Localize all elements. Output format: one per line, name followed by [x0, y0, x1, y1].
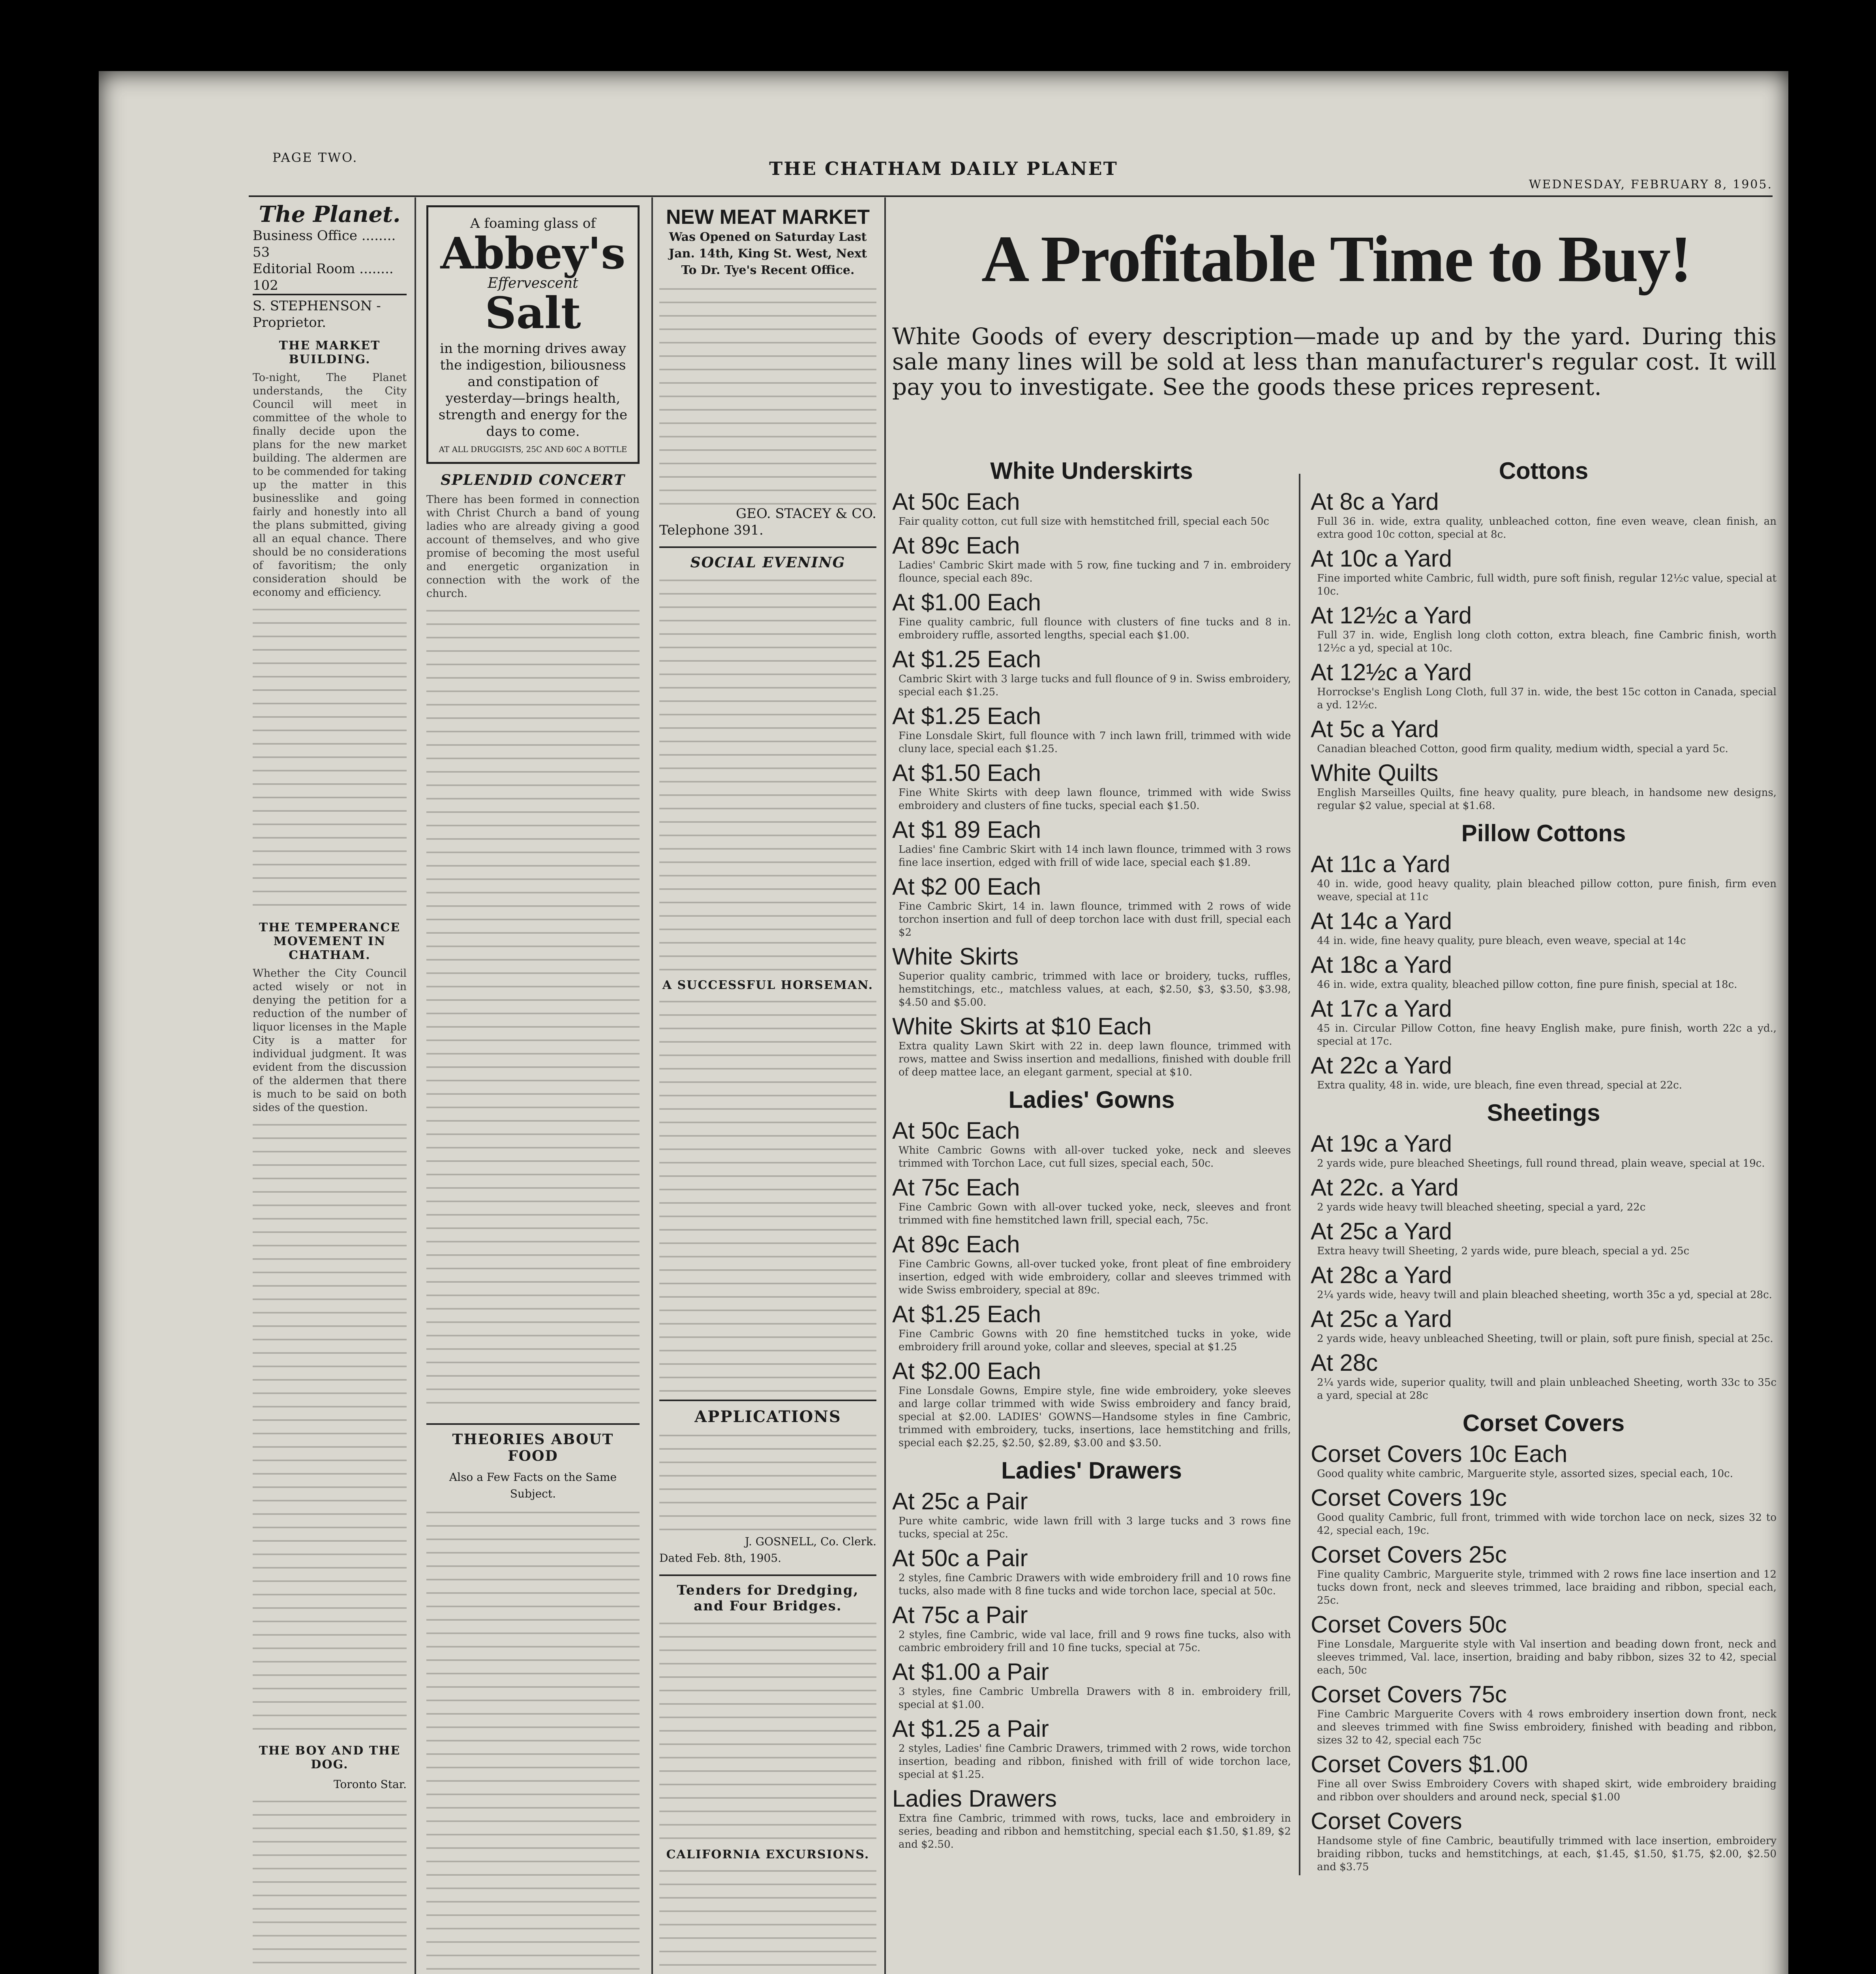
- temperance-heading: THE TEMPERANCE MOVEMENT IN CHATHAM.: [259, 921, 401, 962]
- item-price: At 50c Each: [892, 1117, 1020, 1144]
- item-description: Canadian bleached Cotton, good firm quality, medium width, special a yard 5c.: [1317, 743, 1728, 755]
- section-heading: White Underskirts: [990, 458, 1193, 484]
- social-heading: SOCIAL EVENING: [659, 546, 876, 571]
- item-price: At $1.00 a Pair: [892, 1659, 1049, 1685]
- item-price: Corset Covers 25c: [1311, 1541, 1507, 1568]
- theories-heading: THEORIES ABOUT FOOD: [426, 1423, 640, 1464]
- item-price: At 50c a Pair: [892, 1545, 1028, 1571]
- item-description: Pure white cambric, wide lawn frill with 3 large tucks and 3 rows fine tucks, special at 25c.: [899, 1515, 1291, 1540]
- temperance-text: Whether the City Council acted wisely or not in denying the petition for a reduction of the number of liquor licenses in the Maple City is a matter for individual judgment. It was evident from the discussion of the aldermen that there is much to be said on both sides of the question.: [253, 967, 407, 1114]
- item-description: English Marseilles Quilts, fine heavy quality, pure bleach, in handsome new designs, regular $2 value, special at $1.68.: [1317, 787, 1777, 812]
- item-price: At $1.25 a Pair: [892, 1715, 1049, 1742]
- item-description: Fine quality Cambric, Marguerite style, trimmed with 2 rows fine lace insertion and 12 tucks down front, neck and sleeves trimmed, lace braiding and ribbon, special each, 25c.: [1317, 1569, 1777, 1606]
- section-heading: Cottons: [1499, 458, 1589, 484]
- ad-right-column: [1311, 450, 1777, 1874]
- item-description: Extra fine Cambric, trimmed with rows, tucks, lace and embroidery in series, beading and ribbon and hemstitching, special each $1.50, $1.89, $2 and $2.50.: [899, 1813, 1291, 1850]
- item-description: 2¼ yards wide, superior quality, twill and plain unbleached Sheeting, worth 33c to 35c a yard, special at 28c: [1317, 1377, 1777, 1402]
- item-price: At 11c a Yard: [1311, 851, 1450, 877]
- item-description: Fine Lonsdale Skirt, full flounce with 7 inch lawn frill, trimmed with wide cluny lace, special each $1.25.: [899, 730, 1291, 755]
- item-price: At 17c a Yard: [1311, 995, 1452, 1022]
- item-price: At 12½c a Yard: [1311, 602, 1472, 629]
- california-heading: CALIFORNIA EXCURSIONS.: [666, 1848, 870, 1861]
- item-price: Corset Covers: [1311, 1808, 1462, 1834]
- item-description: Handsome style of fine Cambric, beautifully trimmed with lace insertion, embroidery braiding ribbon, tucks and hemstitchings, at each, $1.45, $1.50, $1.75, $2.00, $2.50 and $3.75: [1317, 1835, 1777, 1873]
- item-description: Fine quality cambric, full flounce with clusters of fine tucks and 8 in. embroidery ruffle, assorted lengths, special each $1.00.: [899, 616, 1291, 641]
- item-price: At 22c. a Yard: [1311, 1174, 1459, 1201]
- column-rule: [884, 197, 886, 1974]
- item-description: Fair quality cotton, cut full size with hemstitched frill, special each 50c: [899, 516, 1269, 527]
- temperance-text-continued: [253, 1120, 407, 1736]
- section-heading: Ladies' Drawers: [1001, 1457, 1182, 1484]
- boy-dog-text: [253, 1797, 407, 1974]
- applications-heading: APPLICATIONS: [659, 1400, 876, 1426]
- meat-market-telephone: Telephone 391.: [659, 522, 764, 538]
- item-price: At 10c a Yard: [1311, 545, 1452, 572]
- item-description: Ladies' fine Cambric Skirt with 14 inch lawn flounce, trimmed with 3 rows fine lace insertion, edged with frill of wide lace, special each $1.89.: [899, 844, 1291, 869]
- item-description: 2 yards wide heavy twill bleached sheeting, special a yard, 22c: [1317, 1201, 1646, 1213]
- item-description: 2 yards wide, pure bleached Sheetings, full round thread, plain weave, special at 19c.: [1317, 1158, 1765, 1169]
- item-description: Fine Cambric Gowns, all-over tucked yoke, front pleat of fine embroidery insertion, edged with wide embroidery, collar and sleeves trimmed with wide Swiss embroidery, special at 89c.: [899, 1258, 1291, 1296]
- social-text: [659, 576, 876, 970]
- item-description: White Cambric Gowns with all-over tucked yoke, neck and sleeves trimmed with Torchon Lace, cut full sizes, special each, 50c.: [899, 1145, 1291, 1169]
- item-description: Extra quality, 48 in. wide, ure bleach, fine even thread, special at 22c.: [1317, 1079, 1682, 1091]
- issue-date: WEDNESDAY, FEBRUARY 8, 1905.: [1529, 178, 1773, 191]
- item-description: Fine imported white Cambric, full width, pure soft finish, regular 12½c value, special at 10c.: [1317, 572, 1777, 597]
- item-price: At 89c Each: [892, 532, 1020, 559]
- horseman-text: [659, 997, 876, 1392]
- abbeys-salt-ad: [426, 205, 640, 464]
- item-price: At $1 89 Each: [892, 816, 1041, 843]
- item-description: Good quality Cambric, full front, trimmed with wide torchon lace on neck, sizes 32 to 42, special each, 19c.: [1317, 1512, 1777, 1537]
- item-description: 3 styles, fine Cambric Umbrella Drawers with 8 in. embroidery frill, special at $1.00.: [899, 1686, 1291, 1711]
- item-price: At 5c a Yard: [1311, 716, 1439, 742]
- item-description: 40 in. wide, good heavy quality, plain bleached pillow cotton, pure finish, firm even weave, special at 11c: [1317, 878, 1777, 903]
- boy-dog-heading: THE BOY AND THE DOG.: [259, 1744, 401, 1771]
- editorial-room: Editorial Room ........ 102: [253, 261, 394, 293]
- item-description: Fine Cambric Gowns with 20 fine hemstitched tucks in yoke, wide embroidery frill around yoke, collar and sleeves, special at $1.25: [899, 1328, 1291, 1353]
- item-description: 2 styles, Ladies' fine Cambric Drawers, trimmed with 2 rows, wide torchon insertion, beading and ribbon, finished with frill of wide torchon lace, special at $1.25.: [899, 1743, 1291, 1781]
- item-description: Extra heavy twill Sheeting, 2 yards wide, pure bleach, special a yd. 25c: [1317, 1245, 1690, 1257]
- market-heading: THE MARKET BUILDING.: [279, 339, 381, 366]
- item-price: At 89c Each: [892, 1231, 1020, 1257]
- item-description: Fine Lonsdale Gowns, Empire style, fine wide embroidery, yoke sleeves and large collar trimmed with wide Swiss embroidery and fancy braid, special at $2.00. LADIES' GOWNS—Handsome styles in fine Cambric, trimmed with embroidery, tucks, insertions, lace hemstitching and frills, special each $2.25, $2.50, $2.89, $3.00 and $3.50.: [899, 1385, 1291, 1449]
- item-price: At $2.00 Each: [892, 1358, 1041, 1384]
- item-price: At $2 00 Each: [892, 873, 1041, 900]
- item-price: Corset Covers $1.00: [1311, 1751, 1528, 1777]
- meat-market-sub: Was Opened on Saturday Last Jan. 14th, King St. West, Next To Dr. Tye's Recent Office.: [669, 230, 867, 277]
- item-description: 2 yards wide, heavy unbleached Sheeting, twill or plain, soft pure finish, special at 25c.: [1317, 1333, 1773, 1345]
- column-three: [659, 205, 876, 1974]
- item-description: Ladies' Cambric Skirt made with 5 row, fine tucking and 7 in. embroidery flounce, special each 89c.: [899, 559, 1291, 584]
- item-description: 45 in. Circular Pillow Cotton, fine heavy English make, pure finish, worth 22c a yd., special at 17c.: [1317, 1023, 1777, 1047]
- horseman-heading: A SUCCESSFUL HORSEMAN.: [662, 978, 874, 992]
- item-description: 2 styles, fine Cambric Drawers with wide embroidery frill and 10 rows fine tucks, also made with 8 fine tucks and wide torchon lace, special at 50c.: [899, 1572, 1291, 1597]
- item-description: Horrockse's English Long Cloth, full 37 in. wide, the best 15c cotton in Canada, special a yd. 12½c.: [1317, 686, 1777, 711]
- page-number: PAGE TWO.: [272, 150, 358, 165]
- item-description: 2 styles, fine Cambric, wide val lace, frill and 9 rows fine tucks, also with cambric embroidery frill and 10 fine tucks, special at 75c.: [899, 1629, 1291, 1654]
- section-heading: Pillow Cottons: [1461, 820, 1626, 846]
- abbey-text: in the morning drives away the indigestion, biliousness and constipation of yesterday—brings health, strength and energy for the days to come.: [438, 341, 628, 439]
- item-price: At 8c a Yard: [1311, 488, 1439, 515]
- item-description: Fine Cambric Marguerite Covers with 4 rows embroidery insertion down front, neck and sleeves trimmed with fine Swiss embroidery, finished with beading and ribbon, sizes 32 to 42, special each 75c: [1317, 1708, 1777, 1746]
- item-price: At $1.25 Each: [892, 646, 1041, 672]
- meat-market-text: [659, 284, 876, 505]
- item-description: 2¼ yards wide, heavy twill and plain bleached sheeting, worth 35c a yd, special at 28c.: [1317, 1289, 1772, 1301]
- california-text: [659, 1866, 876, 1974]
- concert-text-continued: [426, 606, 640, 1415]
- business-office: Business Office ........ 53: [253, 228, 396, 260]
- item-price: Corset Covers 19c: [1311, 1484, 1507, 1511]
- abbey-line1: A foaming glass of: [470, 216, 596, 231]
- item-price: White Quilts: [1311, 760, 1439, 786]
- column-two: [426, 205, 640, 1974]
- abbey-footer: AT ALL DRUGGISTS, 25C AND 60C A BOTTLE: [439, 445, 627, 454]
- item-description: Fine all over Swiss Embroidery Covers with shaped skirt, wide embroidery braiding and ribbon over shoulders and around neck, special $1.00: [1317, 1778, 1777, 1803]
- ad-intro: White Goods of every description—made up and by the yard. During this sale many lines will be sold at less than manufacturer's regular cost. It will pay you to investigate. See the goods these prices represent.: [892, 323, 1777, 400]
- item-price: At 19c a Yard: [1311, 1130, 1452, 1157]
- boy-dog-source: Toronto Star.: [334, 1778, 407, 1791]
- theories-text: [426, 1508, 640, 1974]
- item-price: At 75c a Pair: [892, 1602, 1028, 1628]
- item-description: Extra quality Lawn Skirt with 22 in. deep lawn flounce, trimmed with rows, mattee and Swiss insertion and medallions, finished with double frill of deep mattee lace, an elegant garment, special at $10.: [899, 1040, 1291, 1078]
- market-text: To-night, The Planet understands, the City Council will meet in committee of the whole to finally decide upon the plans for the new market building. The aldermen are to be commended for taking up the matter in this businesslike and going fairly and honestly into all the plans submitted, giving all an equal chance. There should be no considerations of favoritism; the only consideration should be economy and efficiency.: [253, 372, 407, 599]
- item-price: At 25c a Pair: [892, 1488, 1028, 1514]
- column-rule: [415, 197, 416, 1974]
- market-text-continued: [253, 605, 407, 913]
- item-price: Corset Covers 10c Each: [1311, 1441, 1568, 1467]
- item-price: At 75c Each: [892, 1174, 1020, 1201]
- item-description: Full 36 in. wide, extra quality, unbleached cotton, fine even weave, clean finish, an extra good 10c cotton, special at 8c.: [1317, 516, 1777, 540]
- item-price: At 25c a Yard: [1311, 1306, 1452, 1332]
- item-description: Fine White Skirts with deep lawn flounce, trimmed with wide Swiss embroidery and clusters of fine tucks, special each $1.50.: [899, 787, 1291, 812]
- section-heading: Sheetings: [1487, 1100, 1600, 1126]
- item-description: Full 37 in. wide, English long cloth cotton, extra bleach, fine Cambric finish, worth 12½c a yd, special at 10c.: [1317, 629, 1777, 654]
- item-description: Fine Cambric Skirt, 14 in. lawn flounce, trimmed with 2 rows of wide torchon insertion and full of deep torchon lace with dust frill, special each $2: [899, 901, 1291, 938]
- item-price: At 12½c a Yard: [1311, 659, 1472, 685]
- item-price: At $1.00 Each: [892, 589, 1041, 615]
- item-price: At 28c a Yard: [1311, 1262, 1452, 1288]
- item-price: White Skirts: [892, 943, 1019, 970]
- item-description: 44 in. wide, fine heavy quality, pure bleach, even weave, special at 14c: [1317, 935, 1686, 947]
- item-description: Good quality white cambric, Marguerite style, assorted sizes, special each, 10c.: [1317, 1468, 1733, 1480]
- column-rule: [1299, 474, 1300, 1875]
- abbey-sub: Effervescent: [488, 275, 578, 291]
- applications-text: [659, 1431, 876, 1533]
- meat-market-heading: NEW MEAT MARKET: [666, 206, 870, 229]
- applications-dated: Dated Feb. 8th, 1905.: [659, 1552, 782, 1565]
- ad-left-column: [892, 450, 1291, 1851]
- theories-sub: Also a Few Facts on the Same Subject.: [449, 1471, 617, 1500]
- item-price: At 25c a Yard: [1311, 1218, 1452, 1244]
- newspaper-page: [99, 71, 1788, 1974]
- item-price: At 22c a Yard: [1311, 1052, 1452, 1079]
- applications-clerk: J. GOSNELL, Co. Clerk.: [745, 1535, 876, 1548]
- editorial-column: [253, 201, 407, 1974]
- paper-name: THE CHATHAM DAILY PLANET: [769, 158, 1118, 179]
- item-price: At $1.25 Each: [892, 703, 1041, 729]
- item-description: 46 in. wide, extra quality, bleached pillow cotton, fine pure finish, special at 18c.: [1317, 979, 1737, 991]
- abbey-name: Abbey's: [440, 228, 626, 279]
- editorial-title: The Planet.: [259, 201, 401, 227]
- section-heading: Corset Covers: [1462, 1410, 1625, 1436]
- item-description: Cambric Skirt with 3 large tucks and full flounce of 9 in. Swiss embroidery, special each $1.25.: [899, 673, 1291, 698]
- item-price: At 50c Each: [892, 488, 1020, 515]
- item-price: At 28c: [1311, 1349, 1378, 1376]
- item-price: Ladies Drawers: [892, 1785, 1057, 1812]
- column-rule: [651, 197, 653, 1974]
- item-description: Fine Lonsdale, Marguerite style with Val insertion and beading down front, neck and sleeves trimmed, Val. lace, insertion, braiding and baby ribbon, sizes 32 to 42, special each, 50c: [1317, 1638, 1777, 1676]
- item-price: At $1.25 Each: [892, 1301, 1041, 1327]
- abbey-salt: Salt: [485, 287, 581, 338]
- item-price: At 18c a Yard: [1311, 951, 1452, 978]
- tenders-text: [659, 1619, 876, 1840]
- item-price: At 14c a Yard: [1311, 908, 1452, 934]
- concert-heading: SPLENDID CONCERT: [441, 472, 625, 488]
- ad-title: A Profitable Time to Buy!: [981, 222, 1691, 296]
- concert-text: There has been formed in connection with Christ Church a band of young ladies who are already giving a good account of themselves, and who give promise of becoming the most useful and energetic organization in connection with the work of the church.: [426, 494, 640, 600]
- item-description: Superior quality cambric, trimmed with lace or broidery, tucks, ruffles, hemstitchings, etc., matchless values, at each, $2.50, $3, $3.50, $3.98, $4.50 and $5.00.: [899, 970, 1291, 1008]
- section-heading: Ladies' Gowns: [1008, 1086, 1175, 1113]
- masthead-rule: [249, 195, 1773, 197]
- item-description: Fine Cambric Gown with all-over tucked yoke, neck, sleeves and front trimmed with fine hemstitched lawn frill, special each, 75c.: [899, 1201, 1291, 1226]
- item-price: Corset Covers 50c: [1311, 1611, 1507, 1638]
- item-price: Corset Covers 75c: [1311, 1681, 1507, 1708]
- meat-market-signature: GEO. STACEY & CO.: [735, 506, 876, 522]
- tenders-heading: Tenders for Dredging, and Four Bridges.: [659, 1574, 876, 1614]
- item-price: White Skirts at $10 Each: [892, 1013, 1152, 1040]
- proprietor: S. STEPHENSON - Proprietor.: [253, 294, 407, 331]
- item-price: At $1.50 Each: [892, 760, 1041, 786]
